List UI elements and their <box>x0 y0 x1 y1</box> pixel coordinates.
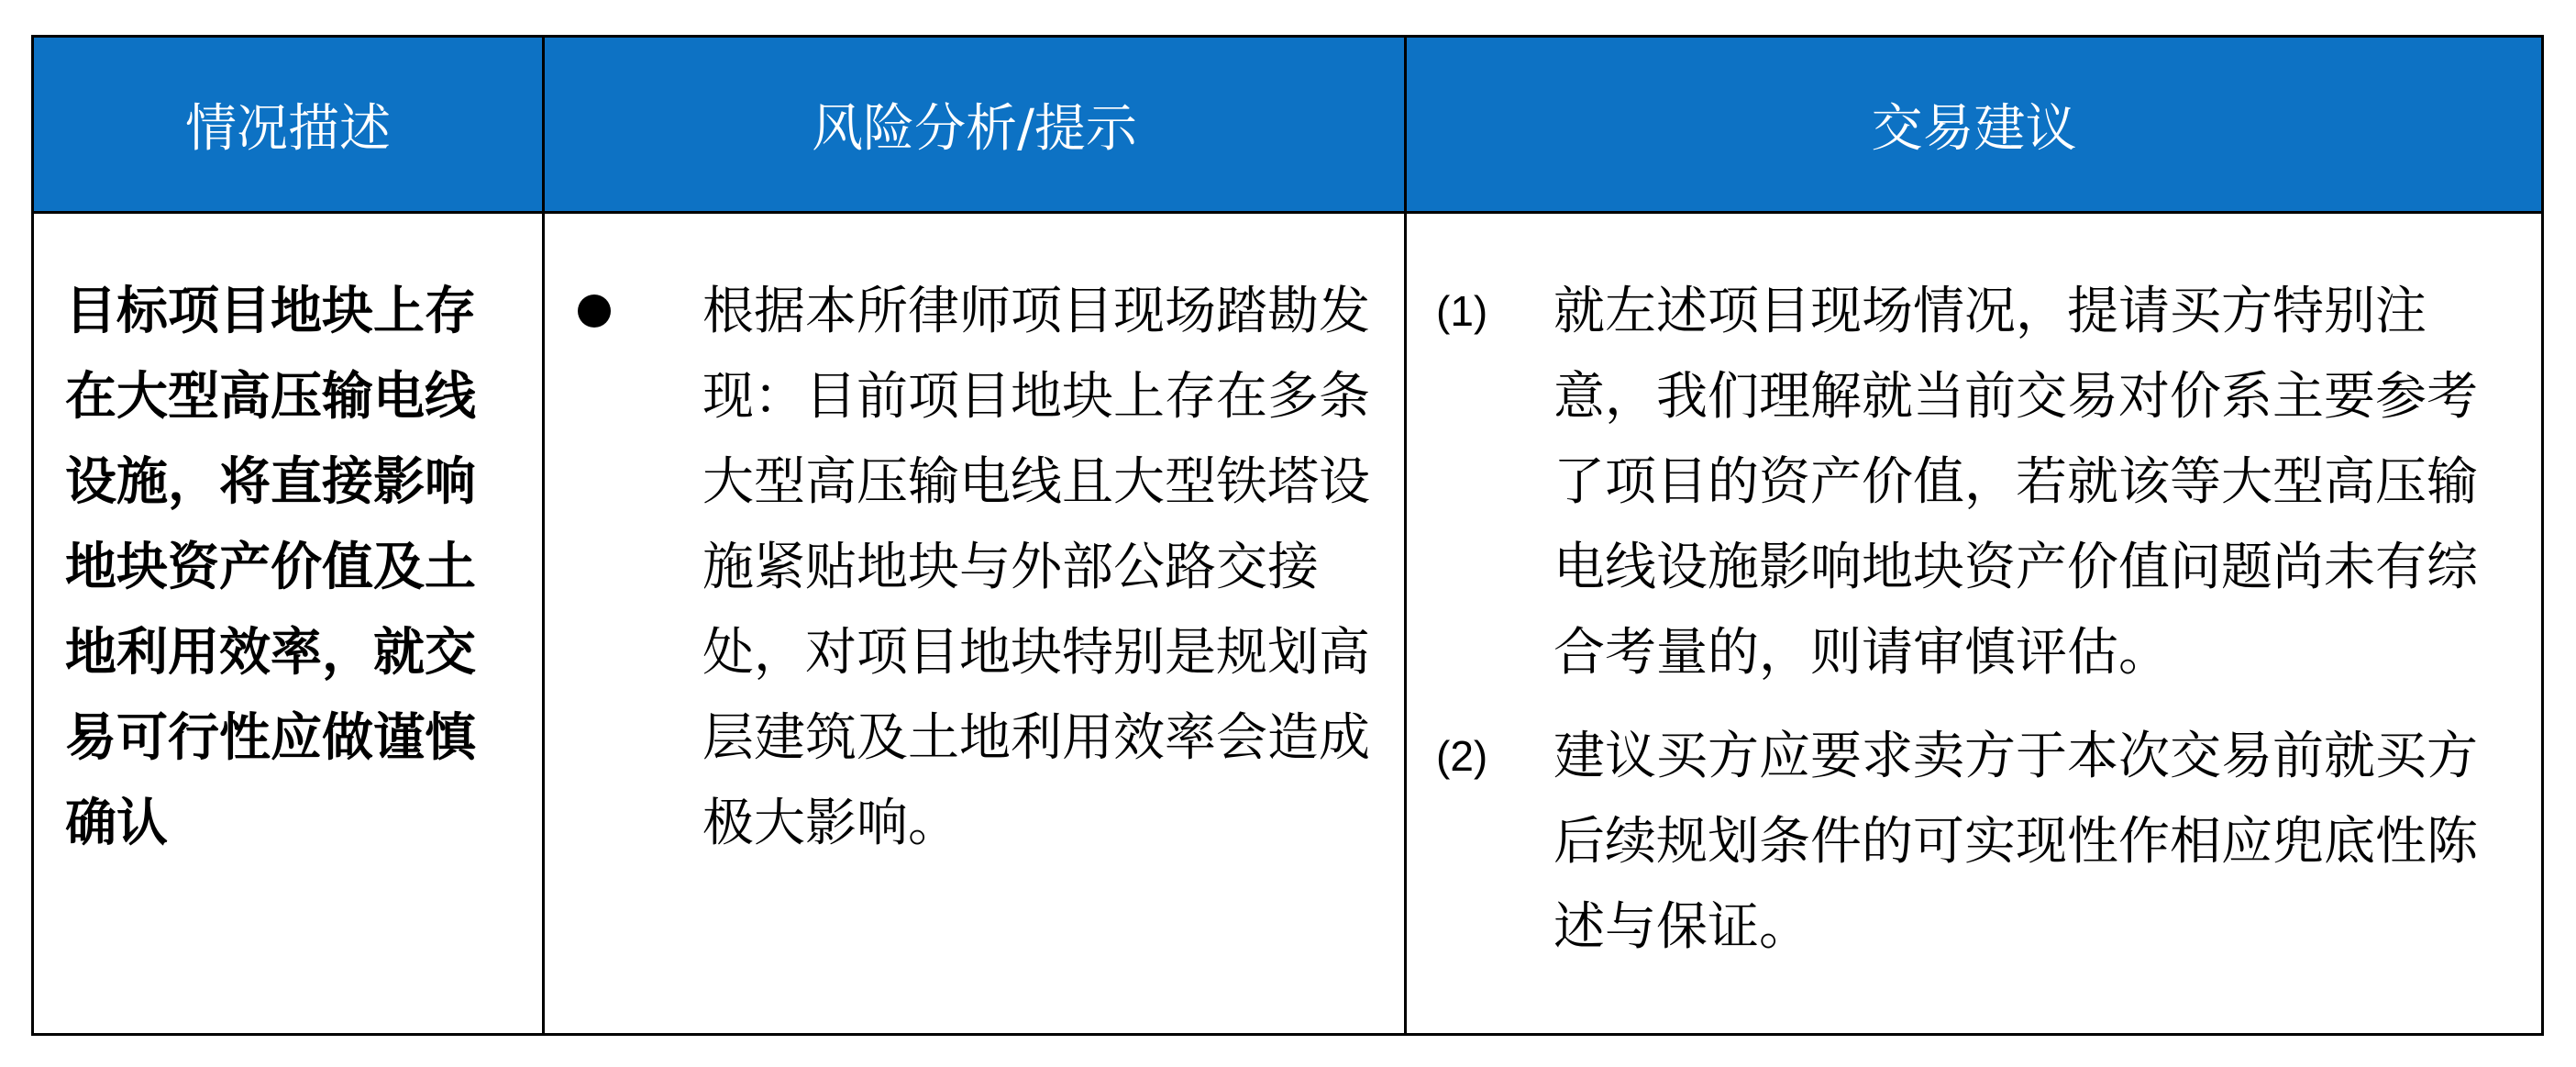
advice-number: (2) <box>1436 732 1488 780</box>
risk-analysis-cell <box>544 213 1406 1035</box>
description-cell <box>33 213 544 1035</box>
risk-advice-table <box>31 35 2544 1036</box>
header-description: 情况描述 <box>33 37 544 213</box>
advice-list <box>1407 214 2541 970</box>
table-header-row <box>33 37 2543 213</box>
advice-text: 就左述项目现场情况，提请买方特别注意，我们理解就当前交易对价系主要参考了项目的资产价值，若就该等大型高压输电线设施影响地块资产价值问题尚未有综合考量的，则请审慎评估。 <box>1553 282 2478 683</box>
advice-number: (1) <box>1436 287 1488 335</box>
table-row <box>33 213 2543 1035</box>
bullet-icon <box>578 295 611 328</box>
advice-text: 建议买方应要求卖方于本次交易前就买方后续规划条件的可实现性作相应兜底性陈述与保证。 <box>1553 727 2478 957</box>
risk-bullet-item <box>545 214 1404 866</box>
risk-analysis-text: 根据本所律师项目现场踏勘发现：目前项目地块上存在多条大型高压输电线且大型铁塔设施紧贴地块与外部公路交接处，对项目地块特别是规划高层建筑及土地利用效率会造成极大影响。 <box>702 282 1370 853</box>
header-risk-analysis: 风险分析/提示 <box>544 37 1406 213</box>
header-transaction-advice: 交易建议 <box>1406 37 2543 213</box>
advice-item <box>1436 269 2517 695</box>
advice-cell <box>1406 213 2543 1035</box>
description-text: 目标项目地块上存在大型高压输电线设施，将直接影响地块资产价值及土地利用效率，就交易可行性应做谨慎确认 <box>65 282 476 853</box>
advice-item <box>1436 714 2517 970</box>
